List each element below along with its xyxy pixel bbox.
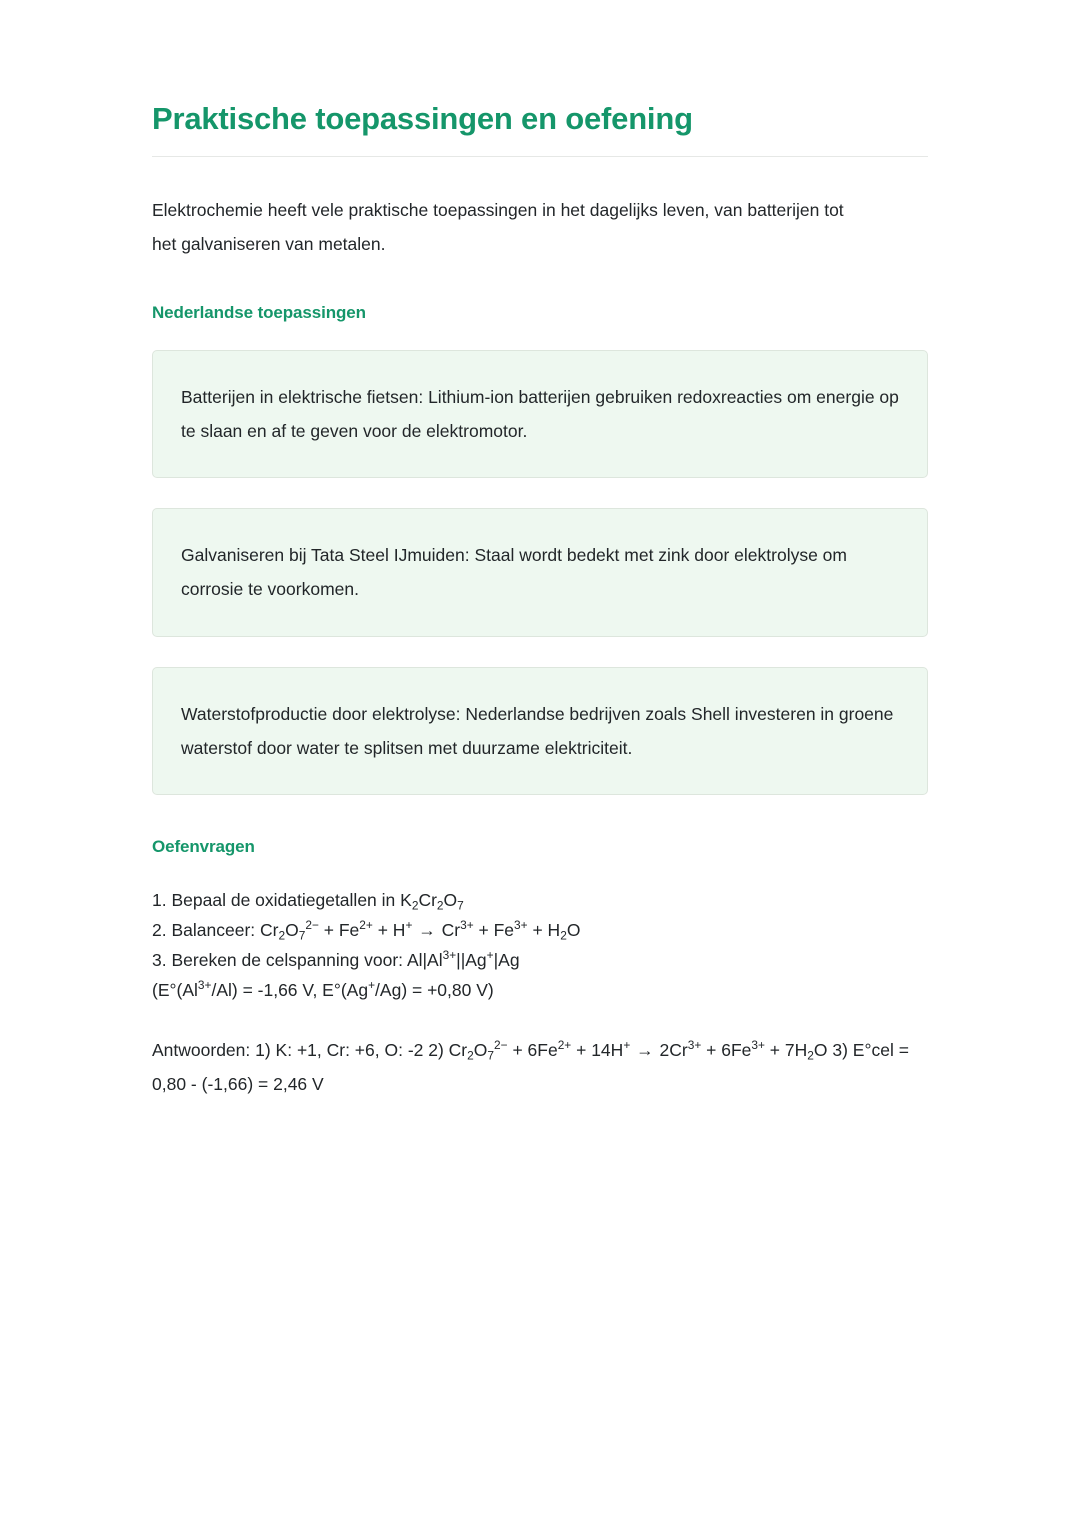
question-formula: $Al|Al^{3+}||Ag^+|Ag$ <box>406 948 520 970</box>
exercise-question-list <box>152 885 928 975</box>
question-formula: $K_2Cr_2O_7$ <box>400 889 464 913</box>
callout-card <box>152 508 928 636</box>
callout-card <box>152 667 928 795</box>
callout-text: Batterijen in elektrische fietsen: Lithium-ion batterijen gebruiken redoxreacties om energie op te slaan en af te geven voor de elektromotor. <box>181 387 899 442</box>
page-title: Praktische toepassingen en oefening <box>152 101 693 136</box>
section-heading-exercises: Oefenvragen <box>152 836 255 856</box>
callout-text: Waterstofproductie door elektrolyse: Nederlandse bedrijven zoals Shell investeren in groene waterstof door water te splitsen met duurzame elektriciteit. <box>181 703 894 758</box>
callout-card <box>152 350 928 478</box>
callout-text: Galvaniseren bij Tata Steel IJmuiden: Staal wordt bedekt met zink door elektrolyse om corrosie te voorkomen. <box>181 545 847 600</box>
question-prefix: Balanceer: <box>171 919 261 940</box>
question-prefix: Bepaal de oxidatiegetallen in <box>171 889 401 910</box>
question-number: 1. <box>152 889 167 910</box>
question-number: 2. <box>152 919 167 940</box>
question-formula: $Cr_2O_7^{2-} + Fe^{2+} + H^+ \to Cr^{3+} + Fe^{3+} + H_2O$ <box>260 917 581 943</box>
intro-paragraph: Elektrochemie heeft vele praktische toepassingen in het dagelijks leven, van batterijen tot het galvaniseren van metalen. <box>152 199 844 254</box>
exercise-question-item <box>152 945 928 975</box>
title-divider <box>152 156 928 157</box>
question-prefix: Bereken de celspanning voor: <box>171 949 407 970</box>
question-number: 3. <box>152 949 167 970</box>
section-heading-applications: Nederlandse toepassingen <box>152 303 366 322</box>
answers-paragraph: Antwoorden: 1) K: +1, Cr: +6, O: -2 2) $Cr_2O_7^{2-} + 6Fe^{2+} + 14H^+ \to 2Cr^{3+} + 6Fe^{3+} + 7H_2O$ 3) E°cel = 0,80 - (-1,66) = 2,46 V <box>152 1038 909 1095</box>
standard-potential-note: ($E^\circ(Al^{3+}/Al) = -1,66$ V, E°(Ag+/Ag) = +0,80 V) <box>152 978 494 1001</box>
document-content <box>152 100 928 1101</box>
exercise-question-item <box>152 915 928 945</box>
exercise-question-item <box>152 885 928 915</box>
callout-list <box>152 350 928 795</box>
